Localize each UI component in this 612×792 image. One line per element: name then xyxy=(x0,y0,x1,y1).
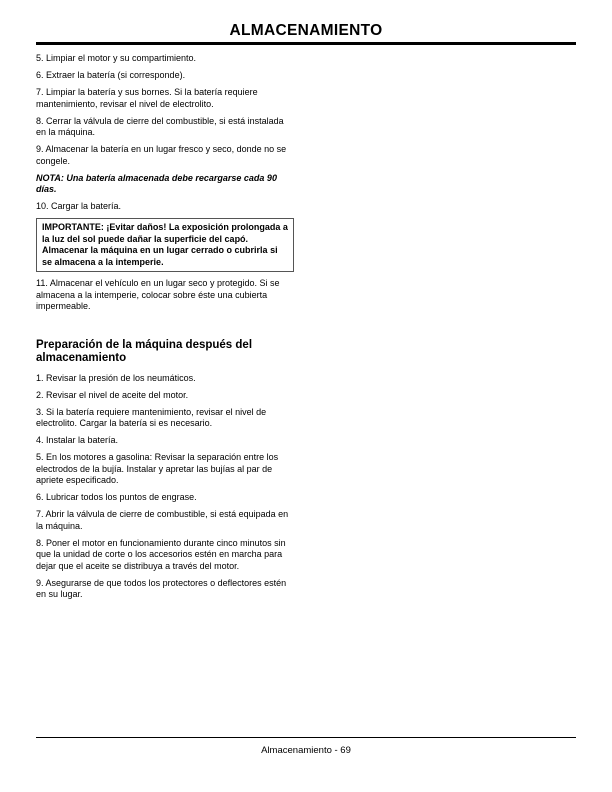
battery-note: NOTA: Una batería almacenada debe recargarse cada 90 días. xyxy=(36,172,277,194)
storage-step-6: 6. Extraer la batería (si corresponde). xyxy=(36,70,186,80)
content-column xyxy=(36,53,294,606)
storage-step-9: 9. Almacenar la batería en un lugar fresco y seco, donde no se congele. xyxy=(36,144,287,166)
section-heading: Preparación de la máquina después del almacenamiento xyxy=(36,338,253,365)
prep-step-3: 3. Si la batería requiere mantenimiento, revisar el nivel de electrolito. Cargar la batería si es necesario. xyxy=(36,406,267,429)
storage-step-5: 5. Limpiar el motor y su compartimiento. xyxy=(36,53,197,63)
prep-step-8: 8. Poner el motor en funcionamiento durante cinco minutos sin que la unidad de corte o los accesorios estén en marcha para dejar que el aceite se distribuya a través del motor. xyxy=(36,537,286,571)
page-footer: Almacenamiento - 69 xyxy=(261,745,351,756)
prep-step-9: 9. Asegurarse de que todos los protectores o deflectores estén en su lugar. xyxy=(36,577,287,600)
prep-step-6: 6. Lubricar todos los puntos de engrase. xyxy=(36,492,197,503)
storage-step-10: 10. Cargar la batería. xyxy=(36,201,122,211)
storage-step-7: 7. Limpiar la batería y sus bornes. Si la batería requiere mantenimiento, revisar el nivel de electrolito. xyxy=(36,87,258,109)
important-notice-box: IMPORTANTE: ¡Evitar daños! La exposición prolongada a la luz del sol puede dañar la superficie del capó. Almacenar la máquina en un lugar cerrado o cubrirla si se almacena a la intemperie. xyxy=(36,218,294,272)
prep-step-5: 5. En los motores a gasolina: Revisar la separación entre los electrodos de la bujía. Instalar y apretar las bujías al par de apriete especificado. xyxy=(36,452,279,486)
prep-step-7: 7. Abrir la válvula de cierre de combustible, si está equipada en la máquina. xyxy=(36,509,289,531)
page-title: ALMACENAMIENTO xyxy=(229,22,383,39)
prep-step-1: 1. Revisar la presión de los neumáticos. xyxy=(36,372,196,383)
footer-rule xyxy=(36,737,576,738)
title-rule xyxy=(36,42,576,45)
prep-step-2: 2. Revisar el nivel de aceite del motor. xyxy=(36,389,189,400)
prep-step-4: 4. Instalar la batería. xyxy=(36,435,119,446)
storage-step-8: 8. Cerrar la válvula de cierre del combustible, si está instalada en la máquina. xyxy=(36,115,284,137)
storage-step-11: 11. Almacenar el vehículo en un lugar seco y protegido. Si se almacena a la intemperie, colocar sobre éste una cubierta impermeable. xyxy=(36,278,280,312)
